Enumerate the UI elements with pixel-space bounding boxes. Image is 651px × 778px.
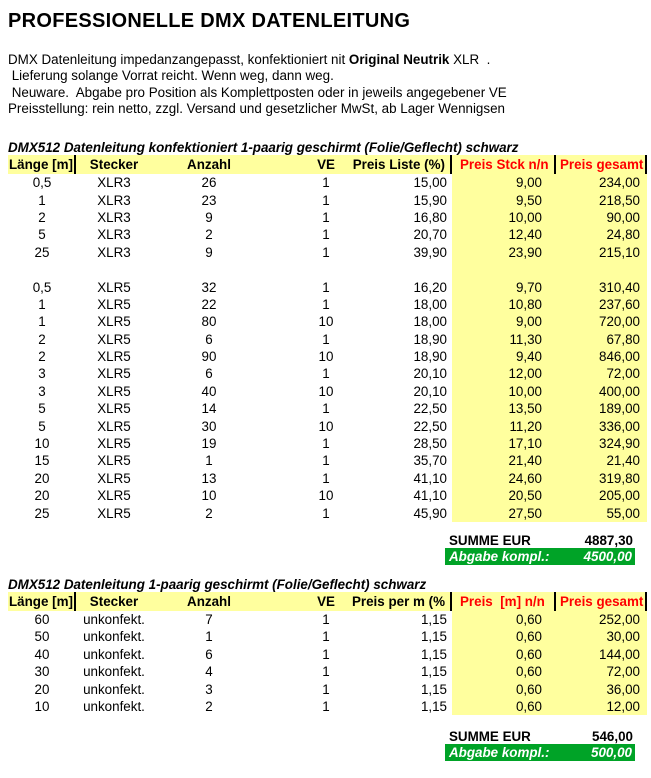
cell: 16,20 <box>413 279 447 295</box>
cell: 10 <box>201 488 217 504</box>
column-header-laenge: Länge [m] <box>8 155 76 174</box>
cell: 10 <box>34 436 50 452</box>
column-header-stecker: Stecker <box>89 157 139 173</box>
table-body <box>8 174 647 522</box>
cell: 1 <box>322 629 330 645</box>
cell: 18,00 <box>413 314 447 330</box>
cell: 30 <box>34 664 50 680</box>
cell: 319,80 <box>556 470 647 487</box>
cell: 15,90 <box>413 192 447 208</box>
cell: 9 <box>205 244 213 260</box>
cell: XLR3 <box>97 244 131 260</box>
cell: 32 <box>201 279 217 295</box>
cell: 90 <box>201 349 217 365</box>
cell: 1,15 <box>420 646 447 662</box>
cell: 1 <box>322 664 330 680</box>
cell: 40 <box>201 383 217 399</box>
cell: 22,50 <box>413 401 447 417</box>
cell <box>8 261 76 278</box>
summary-block-1 <box>445 532 635 565</box>
cell: 0,60 <box>452 698 556 715</box>
price-table-konfektioniert <box>8 155 647 522</box>
table-row <box>8 611 647 628</box>
cell: 10 <box>318 488 334 504</box>
summe-label: SUMME EUR <box>449 728 531 744</box>
table-row <box>8 628 647 645</box>
cell: 310,40 <box>556 279 647 296</box>
cell: 15 <box>34 453 50 469</box>
cell: 218,50 <box>556 192 647 209</box>
cell: 1 <box>322 698 330 714</box>
cell: 205,00 <box>556 487 647 504</box>
table-row <box>8 383 647 400</box>
cell: 10 <box>318 383 334 399</box>
cell: 20 <box>34 681 50 697</box>
cell: 1 <box>38 296 46 312</box>
cell: 50 <box>34 629 50 645</box>
cell: 9,00 <box>452 174 556 191</box>
cell: 9 <box>205 209 213 225</box>
cell: 25 <box>34 244 50 260</box>
cell: 1 <box>322 505 330 521</box>
cell: 60 <box>34 612 50 627</box>
cell: unkonfekt. <box>83 681 145 697</box>
intro-line-4: Preisstellung: rein netto, zzgl. Versand und gesetzlicher MwSt, ab Lager Wennigsen <box>8 100 505 116</box>
cell: 9,70 <box>452 279 556 296</box>
table-row <box>8 452 647 469</box>
cell: 2 <box>205 698 213 714</box>
cell: 2 <box>38 209 46 225</box>
cell: 1 <box>322 470 330 486</box>
table-header-row <box>8 155 647 174</box>
table-row <box>8 226 647 243</box>
table-row <box>8 418 647 435</box>
cell: 6 <box>205 646 213 662</box>
cell: 20,70 <box>413 227 447 243</box>
cell: 11,20 <box>452 418 556 435</box>
cell: 80 <box>201 314 217 330</box>
cell: 10 <box>318 314 334 330</box>
cell: 24,80 <box>556 226 647 243</box>
cell <box>556 261 647 278</box>
table-row <box>8 296 647 313</box>
cell: 72,00 <box>556 365 647 382</box>
price-list-document <box>0 9 651 778</box>
cell: 237,60 <box>556 296 647 313</box>
cell: 10 <box>34 698 50 714</box>
cell: 1,15 <box>420 629 447 645</box>
cell: 9,50 <box>452 192 556 209</box>
cell: 10 <box>318 349 334 365</box>
cell: 11,30 <box>452 331 556 348</box>
cell: unkonfekt. <box>83 646 145 662</box>
cell: 1 <box>205 453 213 469</box>
cell: 1,15 <box>420 698 447 714</box>
cell: 26 <box>201 175 217 191</box>
summe-label: SUMME EUR <box>449 532 531 548</box>
table-row <box>8 313 647 330</box>
cell: 35,70 <box>413 453 447 469</box>
intro-line-3: Neuware. Abgabe pro Position als Komplettposten oder in jeweils angegebener VE <box>8 84 507 100</box>
table-row <box>8 400 647 417</box>
cell: 1 <box>205 629 213 645</box>
cell: 144,00 <box>556 646 647 663</box>
cell: 5 <box>38 418 46 434</box>
cell: 1 <box>322 227 330 243</box>
cell: 1 <box>38 192 46 208</box>
cell: 12,40 <box>452 226 556 243</box>
cell: 55,00 <box>556 505 647 522</box>
abgabe-row <box>445 548 635 565</box>
cell: 1 <box>38 314 46 330</box>
cell: 1,15 <box>420 612 447 627</box>
cell: XLR5 <box>97 436 131 452</box>
cell: 1 <box>322 646 330 662</box>
cell: 9,40 <box>452 348 556 365</box>
cell: 16,80 <box>413 209 447 225</box>
abgabe-label: Abgabe kompl.: <box>449 549 550 564</box>
cell: 5 <box>38 401 46 417</box>
table-row <box>8 365 647 382</box>
cell: 17,10 <box>452 435 556 452</box>
cell: XLR3 <box>97 227 131 243</box>
cell: 0,60 <box>452 681 556 698</box>
cell: 20,10 <box>413 366 447 382</box>
cell: XLR3 <box>97 175 131 191</box>
cell: 27,50 <box>452 505 556 522</box>
abgabe-label: Abgabe kompl.: <box>449 745 550 761</box>
column-header-preis-per-m: Preis per m (% <box>386 592 452 611</box>
cell: 720,00 <box>556 313 647 330</box>
cell: 3 <box>38 366 46 382</box>
cell: XLR5 <box>97 488 131 504</box>
summe-row <box>445 532 635 548</box>
table-row <box>8 698 647 715</box>
cell: 252,00 <box>556 611 647 628</box>
cell: 67,80 <box>556 331 647 348</box>
cell: 7 <box>205 612 213 627</box>
cell: 2 <box>205 227 213 243</box>
cell: XLR5 <box>97 296 131 312</box>
cell: XLR5 <box>97 505 131 521</box>
cell: 3 <box>205 681 213 697</box>
cell: 1 <box>322 331 330 347</box>
cell: 1 <box>322 401 330 417</box>
column-header-ve: VE <box>317 594 335 609</box>
table-row <box>8 244 647 261</box>
cell: 1 <box>322 209 330 225</box>
section2-title: DMX512 Datenleitung 1-paarig geschirmt (Folie/Geflecht) schwarz <box>8 577 427 592</box>
cell: 1 <box>322 366 330 382</box>
abgabe-value: 4500,00 <box>583 549 632 564</box>
column-header-preis-liste: Preis Liste (%) <box>386 155 452 174</box>
intro-line-2: Lieferung solange Vorrat reicht. Wenn weg, dann weg. <box>8 68 334 84</box>
cell: 30 <box>201 418 217 434</box>
cell: 90,00 <box>556 209 647 226</box>
cell: 1 <box>322 453 330 469</box>
cell: XLR5 <box>97 470 131 486</box>
intro-line-1-tail: XLR . <box>449 52 491 67</box>
cell: 5 <box>38 227 46 243</box>
cell: XLR5 <box>97 349 131 365</box>
cell: 20 <box>34 470 50 486</box>
cell: XLR5 <box>97 314 131 330</box>
abgabe-value: 500,00 <box>591 745 632 761</box>
cell: 1,15 <box>420 681 447 697</box>
intro-line-1 <box>8 52 651 68</box>
cell: 0,60 <box>452 646 556 663</box>
table-row <box>8 663 647 680</box>
summe-value: 546,00 <box>592 728 633 744</box>
cell: 6 <box>205 366 213 382</box>
cell: 6 <box>205 331 213 347</box>
cell: 3 <box>38 383 46 399</box>
cell: XLR5 <box>97 279 131 295</box>
cell: unkonfekt. <box>83 664 145 680</box>
cell: XLR5 <box>97 331 131 347</box>
cell: 0,60 <box>452 611 556 628</box>
cell: XLR5 <box>97 366 131 382</box>
cell: 13,50 <box>452 400 556 417</box>
table-row <box>8 279 647 296</box>
cell: 0,60 <box>452 628 556 645</box>
cell: 215,10 <box>556 244 647 261</box>
cell: 30,00 <box>556 628 647 645</box>
cell: 20,10 <box>413 383 447 399</box>
cell: 1 <box>322 279 330 295</box>
cell: unkonfekt. <box>83 698 145 714</box>
table-row <box>8 505 647 522</box>
cell: 23,90 <box>452 244 556 261</box>
cell: 18,00 <box>413 296 447 312</box>
column-header-anzahl: Anzahl <box>187 157 231 173</box>
column-header-ve: VE <box>317 157 335 173</box>
price-table-unkonfektioniert <box>8 592 647 715</box>
summary-block-2 <box>445 728 635 761</box>
cell: 10,80 <box>452 296 556 313</box>
cell: 2 <box>38 349 46 365</box>
table-body <box>8 611 647 715</box>
column-header-preis-gesamt: Preis gesamt <box>556 155 647 174</box>
cell: XLR3 <box>97 192 131 208</box>
column-header-preis-m: Preis [m] n/n <box>452 592 556 611</box>
table-row <box>8 192 647 209</box>
cell: unkonfekt. <box>83 629 145 645</box>
table-row <box>8 435 647 452</box>
cell: XLR3 <box>97 209 131 225</box>
cell: 0,5 <box>32 175 52 191</box>
column-header-anzahl: Anzahl <box>187 594 231 609</box>
table-row <box>8 681 647 698</box>
cell: 12,00 <box>556 698 647 715</box>
column-header-laenge: Länge [m] <box>8 592 76 611</box>
cell: 15,00 <box>413 175 447 191</box>
cell: unkonfekt. <box>83 612 145 627</box>
cell: 20,50 <box>452 487 556 504</box>
cell: 21,40 <box>452 452 556 469</box>
cell: 14 <box>201 401 217 417</box>
cell: 24,60 <box>452 470 556 487</box>
cell <box>76 261 152 278</box>
cell <box>386 261 452 278</box>
cell: 21,40 <box>556 452 647 469</box>
table-row <box>8 261 647 278</box>
cell: 189,00 <box>556 400 647 417</box>
intro-paragraph <box>8 52 651 117</box>
cell: 41,10 <box>413 470 447 486</box>
cell: 22 <box>201 296 217 312</box>
cell: XLR5 <box>97 418 131 434</box>
cell: 13 <box>201 470 217 486</box>
cell: 2 <box>205 505 213 521</box>
cell: 28,50 <box>413 436 447 452</box>
cell: 1,15 <box>420 664 447 680</box>
cell: 22,50 <box>413 418 447 434</box>
cell: 0,5 <box>32 279 52 295</box>
cell: 336,00 <box>556 418 647 435</box>
cell: 1 <box>322 612 330 627</box>
cell: 72,00 <box>556 663 647 680</box>
cell: 45,90 <box>413 505 447 521</box>
table-header-row <box>8 592 647 611</box>
intro-line-1-bold: Original Neutrik <box>348 52 450 67</box>
cell: 2 <box>38 331 46 347</box>
cell: 400,00 <box>556 383 647 400</box>
table-row <box>8 646 647 663</box>
cell: 1 <box>322 681 330 697</box>
cell: 1 <box>322 436 330 452</box>
cell: 19 <box>201 436 217 452</box>
cell: 18,90 <box>413 349 447 365</box>
section1-title: DMX512 Datenleitung konfektioniert 1-paarig geschirmt (Folie/Geflecht) schwarz <box>8 140 519 156</box>
cell: 234,00 <box>556 174 647 191</box>
summe-row <box>445 728 635 744</box>
table-row <box>8 470 647 487</box>
cell: 324,90 <box>556 435 647 452</box>
cell: 1 <box>322 192 330 208</box>
cell: 9,00 <box>452 313 556 330</box>
cell: 20 <box>34 488 50 504</box>
cell: 1 <box>322 175 330 191</box>
cell: 10 <box>318 418 334 434</box>
column-header-preis-gesamt: Preis gesamt <box>556 592 647 611</box>
cell: 40 <box>34 646 50 662</box>
abgabe-row <box>445 744 635 761</box>
cell: 18,90 <box>413 331 447 347</box>
cell: 1 <box>322 244 330 260</box>
column-header-preis-stck: Preis Stck n/n <box>452 155 556 174</box>
cell <box>152 261 266 278</box>
intro-line-1-text: DMX Datenleitung impedanzangepasst, konfektioniert nit <box>8 52 349 67</box>
cell: 846,00 <box>556 348 647 365</box>
cell <box>452 261 556 278</box>
summe-value: 4887,30 <box>584 532 633 548</box>
cell: 23 <box>201 192 217 208</box>
column-header-stecker: Stecker <box>89 594 139 609</box>
table-row <box>8 174 647 191</box>
table-row <box>8 487 647 504</box>
cell: XLR5 <box>97 453 131 469</box>
table-row <box>8 348 647 365</box>
cell: 0,60 <box>452 663 556 680</box>
cell: 39,90 <box>413 244 447 260</box>
cell: 10,00 <box>452 209 556 226</box>
cell: 10,00 <box>452 383 556 400</box>
table-row <box>8 331 647 348</box>
cell: XLR5 <box>97 401 131 417</box>
cell: 36,00 <box>556 681 647 698</box>
cell: 25 <box>34 505 50 521</box>
cell <box>266 261 386 278</box>
cell: 4 <box>205 664 213 680</box>
cell: 1 <box>322 296 330 312</box>
page-title: PROFESSIONELLE DMX DATENLEITUNG <box>8 10 411 32</box>
cell: 41,10 <box>413 488 447 504</box>
cell: XLR5 <box>97 383 131 399</box>
table-row <box>8 209 647 226</box>
cell: 12,00 <box>452 365 556 382</box>
